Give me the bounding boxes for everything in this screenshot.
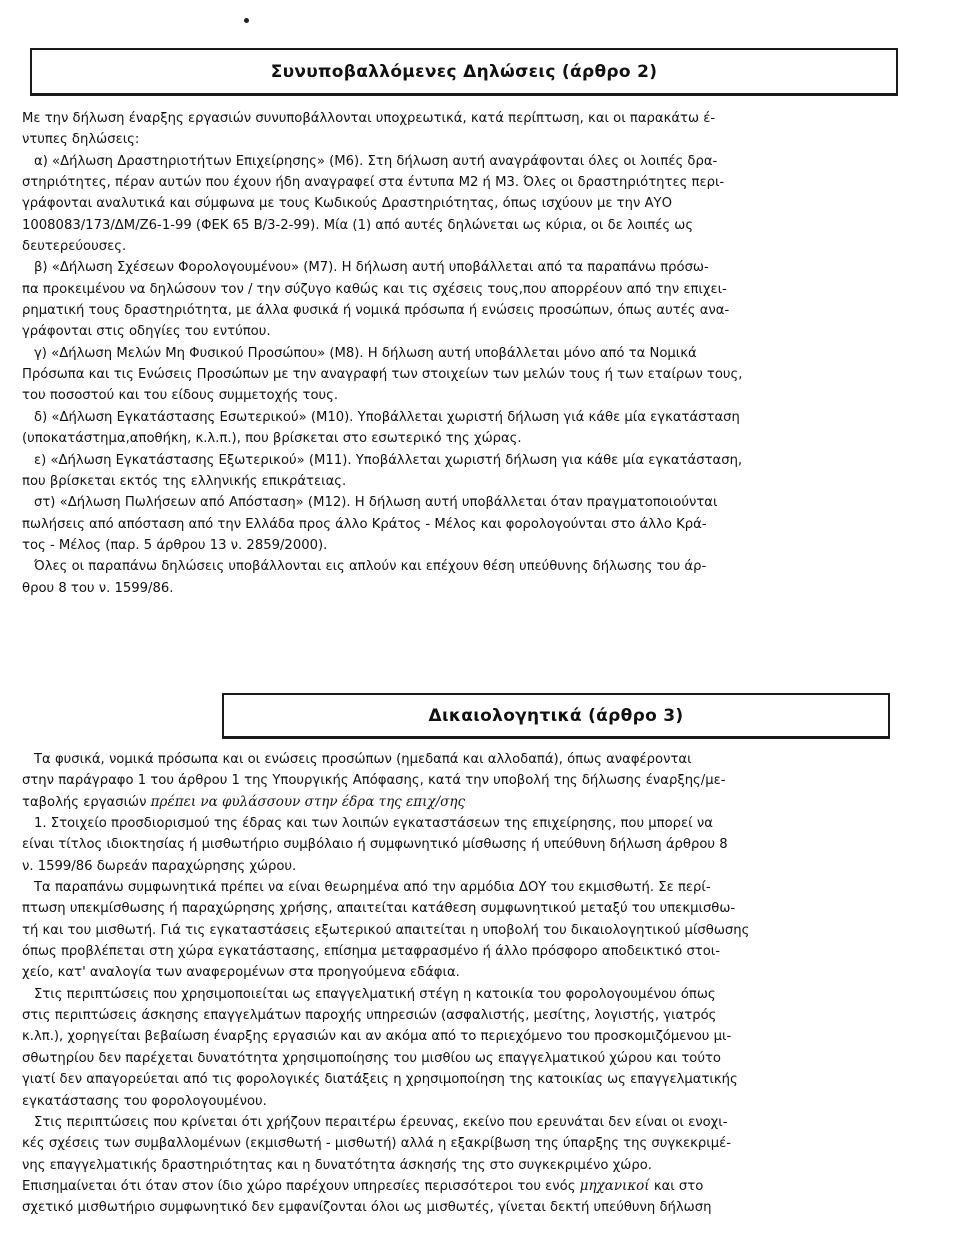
text-line: δευτερεύουσες.	[22, 239, 127, 255]
text-line: Με την δήλωση έναρξης εργασιών συνυποβάλλονται υποχρεωτικά, κατά περίπτωση, και οι παρακάτω έ-	[22, 111, 716, 126]
text-line: Τα παραπάνω συμφωνητικά πρέπει να είναι θεωρημένα από την αρμόδια ΔΟΥ του εκμισθωτή. Σε περί-	[34, 880, 711, 896]
text-line: ε) «Δήλωση Εγκατάστασης Εξωτερικού» (Μ11). Υποβάλλεται χωριστή δήλωση για κάθε μία εγκατάσταση,	[34, 452, 743, 468]
text-line: πα προκειμένου να δηλώσουν τον / την σύζυγο καθώς και τις σχέσεις τους,που απορρέουν από την επιχει-	[22, 281, 727, 297]
text-line: χείο, κατ' αναλογία των αναφερομένων στα προηγούμενα εδάφια.	[22, 965, 460, 981]
text-line: όπως προβλέπεται στη χώρα εγκατάστασης, επίσημα μεταφρασμένο ή άλλο πρόσφορο αποδεικτικό στοι-	[22, 944, 721, 960]
text-line: στηριότητες, πέραν αυτών που έχουν ήδη αναγραφεί στα έντυπα Μ2 ή Μ3. Όλες οι δραστηριότητες περι-	[22, 175, 725, 191]
declarations-body	[22, 108, 908, 599]
handwritten-note: πρέπει να φυλάσσουν στην έδρα της επιχ/σης	[150, 793, 466, 810]
section-header-declarations	[30, 48, 898, 96]
text-line: δ) «Δήλωση Εγκατάστασης Εσωτερικού» (Μ10). Υποβάλλεται χωριστή δήλωση γιά κάθε μία εγκατάσταση	[34, 409, 740, 425]
text-line: α) «Δήλωση Δραστηριοτήτων Επιχείρησης» (Μ6). Στη δήλωση αυτή αναγράφονται όλες οι λοιπές δρα-	[34, 153, 718, 169]
text-line: τος - Μέλος (παρ. 5 άρθρου 13 ν. 2859/2000).	[22, 537, 328, 553]
text-line: του ποσοστού και του είδους συμμετοχής τους.	[22, 388, 339, 404]
text-line: σχετικό μισθωτήριο συμφωνητικό δεν εμφανίζονται όλοι ως μισθωτές, γίνεται δεκτή υπεύθυνη δήλωση	[22, 1200, 712, 1216]
handwritten-word: μηχανικοί	[579, 1177, 650, 1194]
section-title: Συνυποβαλλόμενες Δηλώσεις (άρθρο 2)	[270, 61, 658, 82]
text-line: γράφονται αναλυτικά και σύμφωνα με τους Κωδικούς Δραστηριότητας, όπως ισχύουν με την ΑΥΟ	[22, 196, 672, 212]
text-line: θρου 8 του ν. 1599/86.	[22, 580, 174, 596]
text-line: τή και του μισθωτή. Γιά τις εγκαταστάσεις εξωτερικού απαιτείται η υποβολή του δικαιολογητικού μίσθωσης	[22, 922, 750, 938]
text-line: Πρόσωπα και τις Ενώσεις Προσώπων με την αναγραφή των στοιχείων των μελών τους ή των εταίρων τους,	[22, 367, 743, 383]
text-line: σθωτηρίου δεν παρέχεται δυνατότητα χρησιμοποίησης του μισθίου ως επαγγελματικού χώρου και τούτο	[22, 1050, 721, 1066]
text-line: στην παράγραφο 1 του άρθρου 1 της Υπουργικής Απόφασης, κατά την υποβολή της δήλωσης έναρξης/με-	[22, 773, 726, 789]
section-header-documents	[222, 693, 890, 739]
text-line: είναι τίτλος ιδιοκτησίας ή μισθωτήριο συμβόλαιο ή συμφωνητικό μίσθωσης ή υπεύθυνη δήλωση άρθρου 8	[22, 837, 728, 853]
text-line: 1. Στοιχείο προσδιορισμού της έδρας και των λοιπών εγκαταστάσεων της επιχείρησης, που μπορεί να	[34, 816, 713, 832]
text-line: ντυπες δηλώσεις:	[22, 132, 140, 148]
text-line: γιατί δεν απαγορεύεται από τις φορολογικές διατάξεις η χρησιμοποίηση της κατοικίας ως επαγγελματικής	[22, 1072, 738, 1088]
text-line: Τα φυσικά, νομικά πρόσωπα και οι ενώσεις προσώπων (ημεδαπά και αλλοδαπά), όπως αναφέρονται	[34, 752, 692, 767]
text-line: στις περιπτώσεις άσκησης επαγγελμάτων παροχής υπηρεσιών (ασφαλιστής, μεσίτης, λογιστής, γιατρός	[22, 1008, 717, 1024]
text-line: Στις περιπτώσεις που χρησιμοποιείται ως επαγγελματική στέγη η κατοικία του φορολογουμένου όπως	[34, 986, 716, 1002]
text-line: (υποκατάστημα,αποθήκη, κ.λ.π.), που βρίσκεται στο εσωτερικό της χώρας.	[22, 431, 522, 447]
text-line: κές σχέσεις των συμβαλλομένων (εκμισθωτή - μισθωτή) αλλά η εξακρίβωση της ύπαρξης της συγκεκριμέ-	[22, 1136, 731, 1152]
text-line: κ.λπ.), χορηγείται βεβαίωση έναρξης εργασιών και αν ακόμα από το περιεχόμενο του προσκομιζόμενου μι-	[22, 1029, 732, 1045]
documents-body	[22, 749, 908, 1219]
text-line: πωλήσεις από απόσταση από την Ελλάδα προς άλλο Κράτος - Μέλος και φορολογούνται στο άλλο Κρά-	[22, 516, 707, 532]
text-line: πτωση υπεκμίσθωσης ή παραχώρησης χρήσης, απαιτείται κατάθεση συμφωνητικού μεταξύ του υπεκμισθω-	[22, 901, 736, 917]
section-title: Δικαιολογητικά (άρθρο 3)	[428, 705, 684, 726]
text-line-with-handwriting	[22, 1176, 908, 1197]
text-line: Στις περιπτώσεις που κρίνεται ότι χρήζουν περαιτέρω έρευνας, εκείνο που ερευνάται δεν είναι οι ενοχι-	[34, 1114, 728, 1130]
text-fragment: και στο	[653, 1178, 704, 1194]
text-line: Όλες οι παραπάνω δηλώσεις υποβάλλονται εις απλούν και επέχουν θέση υπεύθυνης δήλωσης του άρ-	[34, 559, 707, 575]
text-line: γ) «Δήλωση Μελών Μη Φυσικού Προσώπου» (Μ8). Η δήλωση αυτή υποβάλλεται μόνο από τα Νομικά	[34, 345, 697, 361]
text-line: γράφονται στις οδηγίες του εντύπου.	[22, 324, 271, 340]
text-fragment: ταβολής εργασιών	[22, 794, 147, 810]
text-fragment: Επισημαίνεται ότι όταν στον ίδιο χώρο παρέχουν υπηρεσίες περισσότεροι του ενός	[22, 1178, 576, 1194]
text-line: β) «Δήλωση Σχέσεων Φορολογουμένου» (Μ7). Η δήλωση αυτή υποβάλλεται από τα παραπάνω πρόσω-	[34, 260, 709, 276]
text-line: ρηματική τους δραστηριότητα, με άλλα φυσικά ή νομικά πρόσωπα ή ενώσεις προσώπων, όπως αυτές ανα-	[22, 303, 730, 319]
text-line: ν. 1599/86 δωρεάν παραχώρησης χώρου.	[22, 858, 297, 874]
text-line: στ) «Δήλωση Πωλήσεων από Απόσταση» (Μ12). Η δήλωση αυτή υποβάλλεται όταν πραγματοποιούνται	[34, 495, 718, 511]
text-line-with-handwriting	[22, 792, 908, 813]
text-line: εγκατάστασης του φορολογουμένου.	[22, 1093, 267, 1109]
text-line: 1008083/173/ΔΜ/Ζ6-1-99 (ΦΕΚ 65 Β/3-2-99). Μία (1) από αυτές δηλώνεται ως κύρια, οι δε λοιπές ως	[22, 217, 694, 233]
text-line: νης επαγγελματικής δραστηριότητας και η δυνατότητα άσκησής της στο συγκεκριμένο χώρο.	[22, 1157, 652, 1173]
text-line: που βρίσκεται εκτός της ελληνικής επικράτειας.	[22, 473, 347, 489]
scan-speck	[244, 18, 249, 23]
